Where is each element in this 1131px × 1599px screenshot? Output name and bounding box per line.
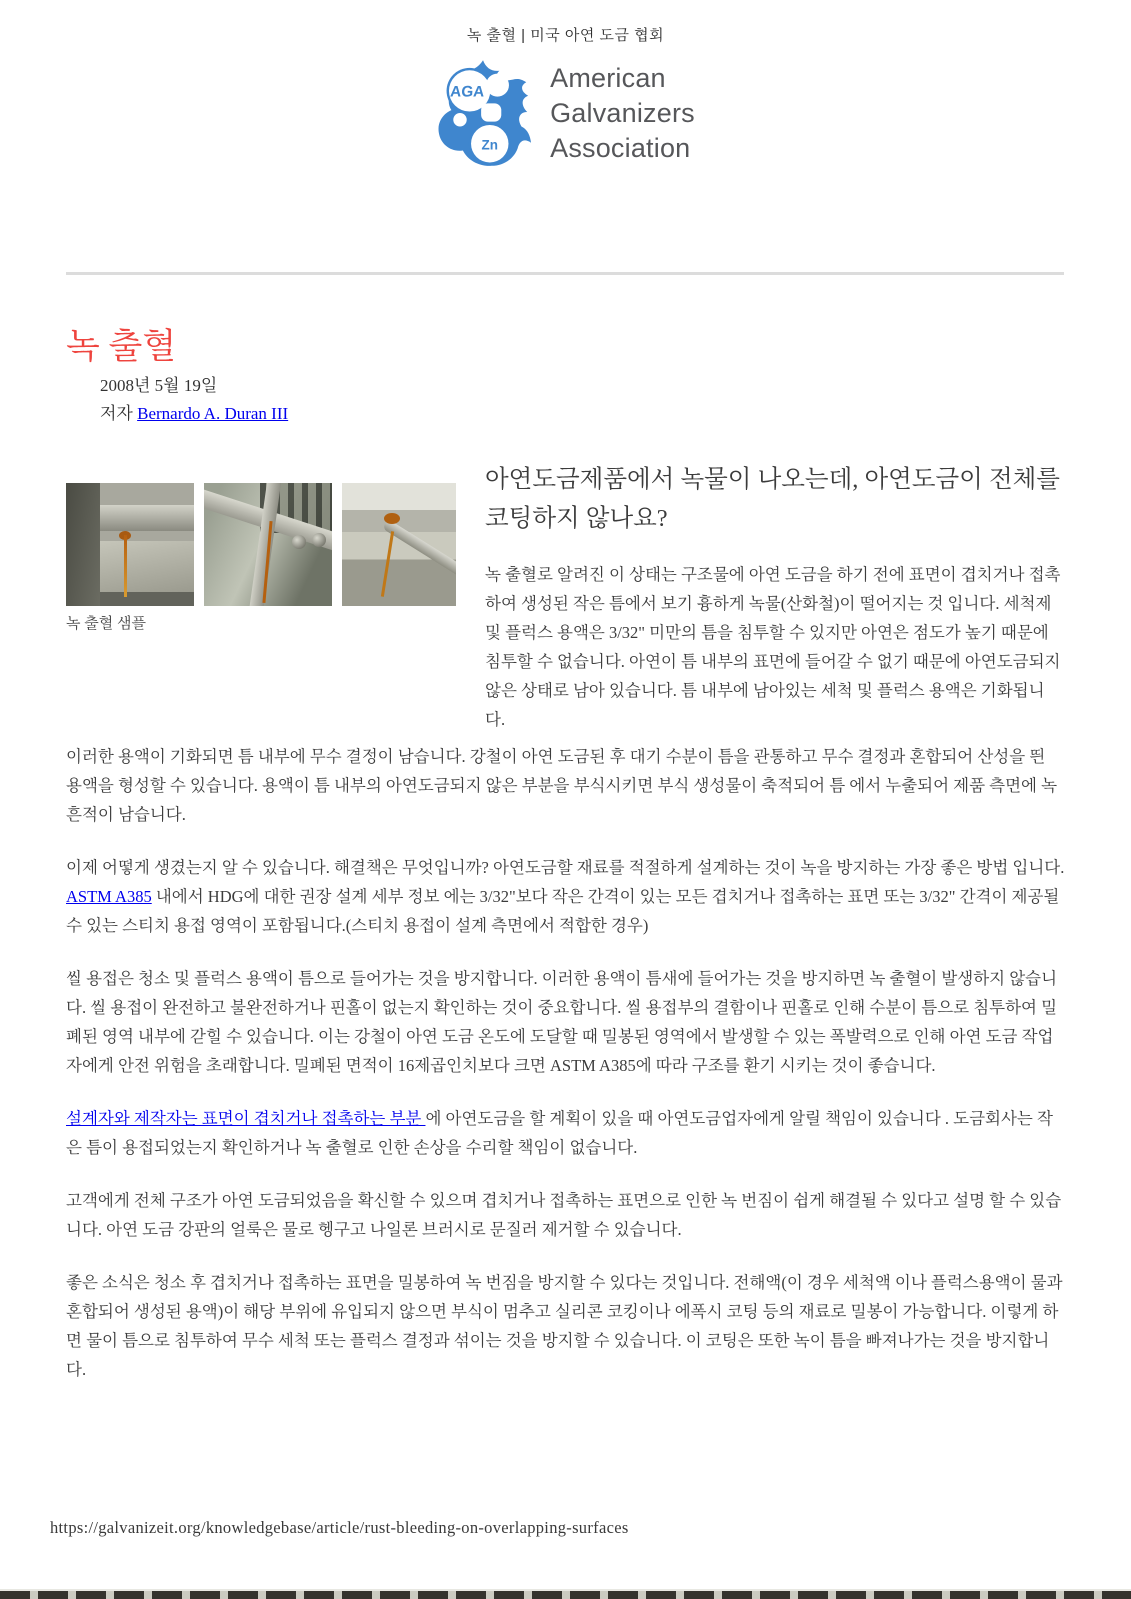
page-edge-artifact	[0, 1589, 1131, 1599]
page-title: 녹 출혈	[66, 327, 177, 367]
intro-paragraph: 녹 출혈로 알려진 이 상태는 구조물에 아연 도금을 하기 전에 표면이 겹치거나 접촉하여 생성된 작은 틈에서 보기 흉하게 녹물(산화철)이 떨어지는 것 입니다. 세척제 및 플럭스 용액은 3/32" 미만의 틈을 침투할 수 있지만 아연은 점도가 높기 때문에 침투할 수 없습니다. 아연이 틈 내부의 표면에 들어갈 수 없기 때문에 아연도금되지 않은 상태로 남아 있습니다. 틈 내부에 남아있는 세척 및 플럭스 용액은 기화됩니다.	[485, 565, 1061, 729]
article-byline	[100, 400, 288, 428]
paragraph-evaporation: 이러한 용액이 기화되면 틈 내부에 무수 결정이 남습니다. 강철이 아연 도금된 후 대기 수분이 틈을 관통하고 무수 결정과 혼합되어 산성을 띈 용액을 형성할 수 있습니다. 용액이 틈 내부의 아연도금되지 않은 부분을 부식시키면 부식 생성물이 축적되어 틈 에서 누출되어 제품 측면에 녹 흔적이 남습니다.	[66, 747, 1058, 824]
photo-caption: 녹 출혈 샘플	[66, 616, 146, 632]
logo-wordmark-line-1: American	[550, 62, 666, 93]
paragraph-solution	[66, 853, 1065, 940]
logo-wordmark-line-3: Association	[550, 132, 691, 163]
print-header-title: 녹 출혈 | 미국 아연 도금 협회	[466, 27, 665, 44]
designers-fabricators-link[interactable]: 설계자와 제작자는 표면이 겹치거나 접촉하는 부분	[66, 1109, 426, 1128]
astm-a385-link[interactable]: ASTM A385	[66, 887, 152, 906]
aga-spangle-logo-icon	[436, 58, 532, 168]
zn-label: Zn	[481, 137, 499, 153]
aga-acronym-label: AGA	[449, 83, 486, 101]
footer-url: https://galvanizeit.org/knowledgebase/article/rust-bleeding-on-overlapping-surfaces	[50, 1518, 629, 1537]
paragraph-responsibility-text: 에 아연도금을 할 계획이 있을 때 아연도금업자에게 알릴 책임이 있습니다 . 도금회사는 작은 틈이 용접되었는지 확인하거나 녹 출혈로 인한 손상을 수리할 책임이 없습니다.	[66, 1109, 1053, 1157]
paragraph-customer: 고객에게 전체 구조가 아연 도금되었음을 확신할 수 있으며 겹치거나 접촉하는 표면으로 인한 녹 번짐이 쉽게 해결될 수 있다고 설명 할 수 있습니다. 아연 도금 강판의 얼룩은 물로 헹구고 나일론 브러시로 문질러 제거할 수 있습니다.	[66, 1191, 1062, 1239]
author-link[interactable]: Bernardo A. Duran III	[137, 404, 289, 423]
paragraph-solution-text-after: 내에서 HDG에 대한 권장 설계 세부 정보 에는 3/32"보다 작은 간격이 있는 모든 겹치거나 접촉하는 표면 또는 3/32" 간격이 제공될 수 있는 스티치 용접 영역이 포함됩니다.(스티치 용접이 설계 측면에서 적합한 경우)	[66, 887, 1060, 935]
article-body	[66, 742, 1065, 1408]
question-heading: 아연도금제품에서 녹물이 나오는데, 아연도금이 전체를 코팅하지 않나요?	[485, 466, 1060, 532]
paragraph-seal-welding: 씰 용접은 청소 및 플럭스 용액이 틈으로 들어가는 것을 방지합니다. 이러한 용액이 틈새에 들어가는 것을 방지하면 녹 출혈이 발생하지 않습니다. 씰 용접이 완전하고 불완전하거나 핀홀이 없는지 확인하는 것이 중요합니다. 씰 용접부의 결함이나 핀홀로 인해 수분이 틈으로 침투하여 밀폐된 영역 내부에 갇힐 수 있습니다. 이는 강철이 아연 도금 온도에 도달할 때 밀봉된 영역에서 발생할 수 있는 폭발력으로 인해 아연 도금 작업자에게 안전 위험을 초래합니다. 밀폐된 면적이 16제곱인치보다 크면 ASTM A385에 따라 구조를 환기 시키는 것이 좋습니다.	[66, 969, 1058, 1075]
header-divider	[66, 272, 1064, 275]
paragraph-good-news: 좋은 소식은 청소 후 겹치거나 접촉하는 표면을 밀봉하여 녹 번짐을 방지할 수 있다는 것입니다. 전해액(이 경우 세척액 이나 플럭스용액이 물과 혼합되어 생성된 용액)이 해당 부위에 유입되지 않으면 부식이 멈추고 실리콘 코킹이나 에폭시 코팅 등의 재료로 밀봉이 가능합니다. 이렇게 하면 물이 틈으로 침투하여 무수 세척 또는 플럭스 결정과 섞이는 것을 방지할 수 있습니다. 이 코팅은 또한 녹이 틈을 빠져나가는 것을 방지합니다.	[66, 1273, 1063, 1379]
sample-photos	[66, 483, 456, 606]
article-meta	[100, 372, 288, 428]
sample-photo-1	[66, 483, 194, 606]
logo-wordmark-line-2: Galvanizers	[550, 97, 695, 128]
sample-photo-3	[342, 483, 456, 606]
sample-photo-2	[204, 483, 332, 606]
paragraph-solution-text-before: 이제 어떻게 생겼는지 알 수 있습니다. 해결책은 무엇입니까? 아연도금할 재료를 적절하게 설계하는 것이 녹을 방지하는 가장 좋은 방법 입니다.	[66, 858, 1065, 877]
question-column	[485, 460, 1063, 734]
paragraph-responsibility	[66, 1104, 1065, 1162]
logo-wordmark	[550, 61, 695, 166]
author-label: 저자	[100, 404, 138, 423]
article-date: 2008년 5월 19일	[100, 376, 218, 395]
aga-logo	[0, 58, 1131, 168]
